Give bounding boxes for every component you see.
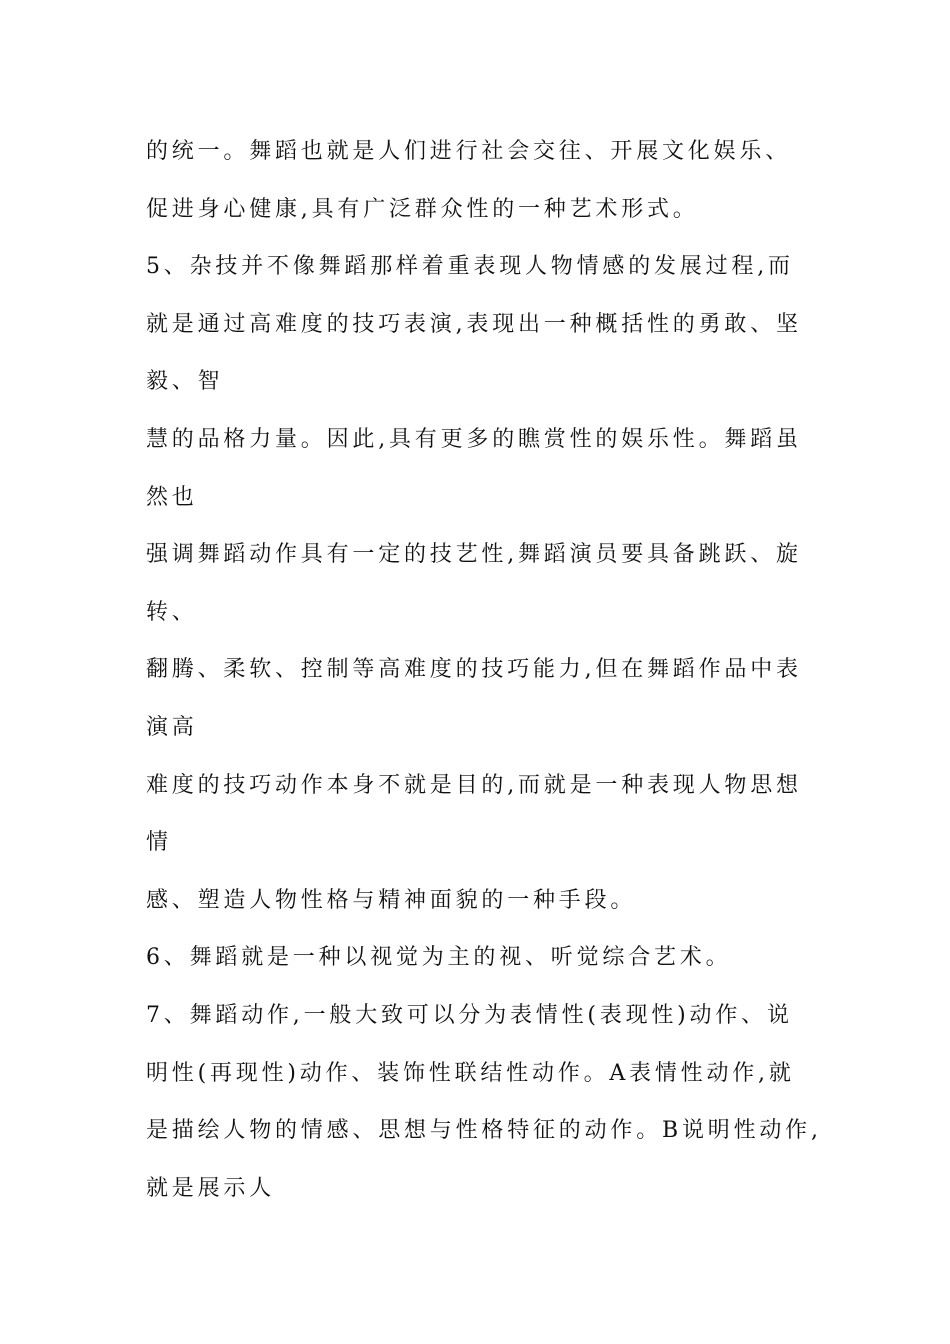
- text-line: 翻腾、柔软、控制等高难度的技巧能力,但在舞蹈作品中表: [146, 657, 802, 683]
- text-line: 转、: [146, 599, 198, 625]
- text-line: 的统一。舞蹈也就是人们进行社会交往、开展文化娱乐、: [146, 139, 792, 164]
- text-line: 难度的技巧动作本身不就是目的,而就是一种表现人物思想: [146, 772, 802, 798]
- text-line: 强调舞蹈动作具有一定的技艺性,舞蹈演员要具备跳跃、旋: [146, 542, 802, 568]
- text-line: 5、杂技并不像舞蹈那样着重表现人物情感的发展过程,而: [146, 254, 794, 280]
- text-line: 就是通过高难度的技巧表演,表现出一种概括性的勇敢、坚: [146, 311, 802, 337]
- text-line: 感、塑造人物性格与精神面貌的一种手段。: [146, 887, 637, 913]
- text-line: 就是展示人: [146, 1175, 276, 1201]
- text-line: 6、舞蹈就是一种以视觉为主的视、听觉综合艺术。: [146, 945, 732, 971]
- text-line: 慧的品格力量。因此,具有更多的瞧赏性的娱乐性。舞蹈虽: [146, 426, 802, 452]
- text-line: 演高: [146, 714, 198, 740]
- text-line: 明性(再现性)动作、装饰性联结性动作。A表情性动作,就: [146, 1060, 795, 1086]
- text-line: 情: [146, 830, 172, 856]
- text-line: 然也: [146, 484, 198, 510]
- text-line: 促进身心健康,具有广泛群众性的一种艺术形式。: [146, 196, 699, 222]
- text-line: 是描绘人物的情感、思想与性格特征的动作。B说明性动作,: [146, 1118, 822, 1144]
- body-text: [146, 123, 846, 1217]
- text-line: 7、舞蹈动作,一般大致可以分为表情性(表现性)动作、说: [146, 1002, 793, 1028]
- text-line: 毅、智: [146, 369, 224, 395]
